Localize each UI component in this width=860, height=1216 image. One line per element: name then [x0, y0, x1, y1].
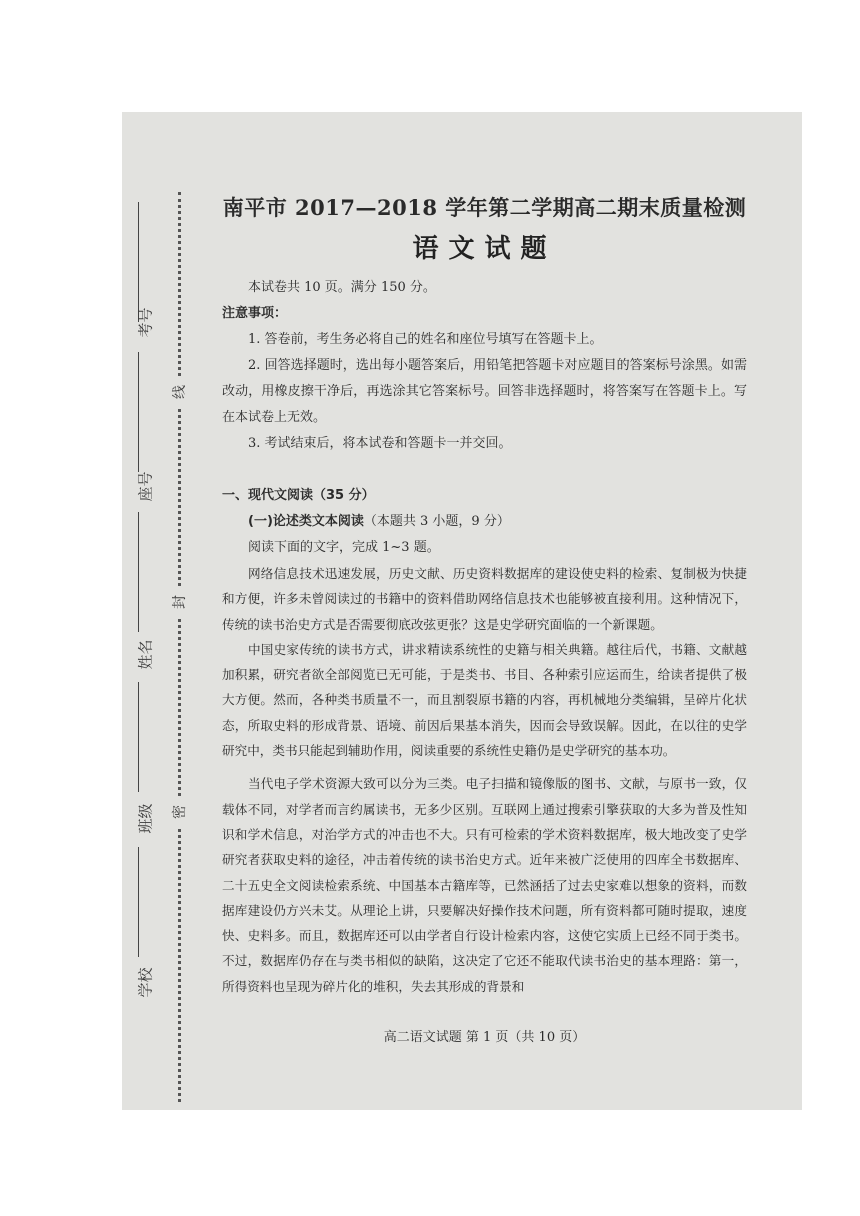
exam-content	[222, 192, 747, 999]
page-footer: 高二语文试题 第 1 页（共 10 页）	[383, 1030, 586, 1045]
paper-intro: 本试卷共 10 页。满分 150 分。	[248, 280, 436, 295]
seal-mark-line: 线	[169, 377, 189, 407]
notice-heading: 注意事项：	[222, 306, 288, 321]
subsection-heading	[222, 509, 747, 535]
name-line	[138, 512, 139, 632]
exam-no-label: 考号	[136, 307, 155, 338]
section-heading: 一、现代文阅读（35 分）	[222, 488, 375, 503]
passage-paragraph-3: 当代电子学术资源大致可以分为三类。电子扫描和镜像版的图书、文献，与原书一致，仅载体不同，对学者而言约属读书，无多少区别。互联网上通过搜索引擎获取的大多为普及性知识和学术信息，对治学方式的冲击也不大。只有可检索的学术资料数据库，极大地改变了史学研究者获取史料的途径，冲击着传统的读书治史方式。近年来被广泛使用的四库全书数据库、二十五史全文阅读检索系统、中国基本古籍库等，已然涵括了过去史家难以想象的资料，而数据库建设仍方兴未艾。从理论上讲，只要解决好操作技术问题，所有资料都可随时提取，速度快、史料多。而且，数据库还可以由学者自行设计检索内容，这使它实质上已经不同于类书。不过，数据库仍存在与类书相似的缺陷，这决定了它还不能取代读书治史的基本理路：第一，所得资料也呈现为碎片化的堆积，失去其形成的背景和	[222, 776, 747, 994]
exam-no-line	[138, 202, 139, 322]
seal-mark-seal: 封	[169, 587, 189, 617]
notice-item-2: 2. 回答选择题时，选出每小题答案后，用铅笔把答题卡对应题目的答案标号涂黑。如需改动，用橡皮擦干净后，再选涂其它答案标号。回答非选择题时，将答案写在答题卡上。写在本试卷上无效。	[222, 358, 747, 425]
school-line	[138, 847, 139, 957]
passage-paragraph-1: 网络信息技术迅速发展，历史文献、历史资料数据库的建设使史料的检索、复制极为快捷和方便，许多未曾阅读过的书籍中的资料借助网络信息技术也能够被直接利用。这种情况下，传统的读书治史方式是否需要彻底改弦更张？这是史学研究面临的一个新课题。	[222, 566, 747, 632]
exam-title: 南平市 2017—2018 学年第二学期高二期末质量检测	[222, 195, 747, 220]
notice-item-1: 1. 答卷前，考生务必将自己的姓名和座位号填写在答题卡上。	[248, 332, 603, 347]
name-label: 姓名	[136, 639, 155, 670]
subsection-score: （本题共 3 小题，9 分）	[363, 514, 510, 529]
seal-mark-secret: 密	[169, 797, 189, 827]
subject-title: 语文试题	[412, 234, 557, 264]
dotted-seal-line	[178, 192, 181, 1102]
passage-paragraph-2: 中国史家传统的读书方式，讲求精读系统性的史籍与相关典籍。越往后代，书籍、文献越加积累，研究者欲全部阅览已无可能，于是类书、书目、各种索引应运而生，给读者提供了极大方便。然而，各种类书质量不一，而且割裂原书籍的内容，再机械地分类编辑，呈碎片化状态，所取史料的形成背景、语境、前因后果基本消失，因而会导致误解。因此，在以往的史学研究中，类书只能起到辅助作用，阅读重要的系统性史籍仍是史学研究的基本功。	[222, 641, 747, 759]
seat-no-label: 座号	[136, 471, 155, 502]
subsection-title: (一)论述类文本阅读	[248, 514, 364, 529]
reading-instruction: 阅读下面的文字，完成 1~3 题。	[248, 540, 440, 555]
notice-item-3: 3. 考试结束后，将本试卷和答题卡一并交回。	[248, 436, 512, 451]
seat-no-line	[138, 352, 139, 472]
school-label: 学校	[136, 967, 155, 998]
exam-paper-photo	[122, 112, 802, 1110]
class-line	[138, 682, 139, 792]
class-label: 班级	[136, 803, 155, 834]
